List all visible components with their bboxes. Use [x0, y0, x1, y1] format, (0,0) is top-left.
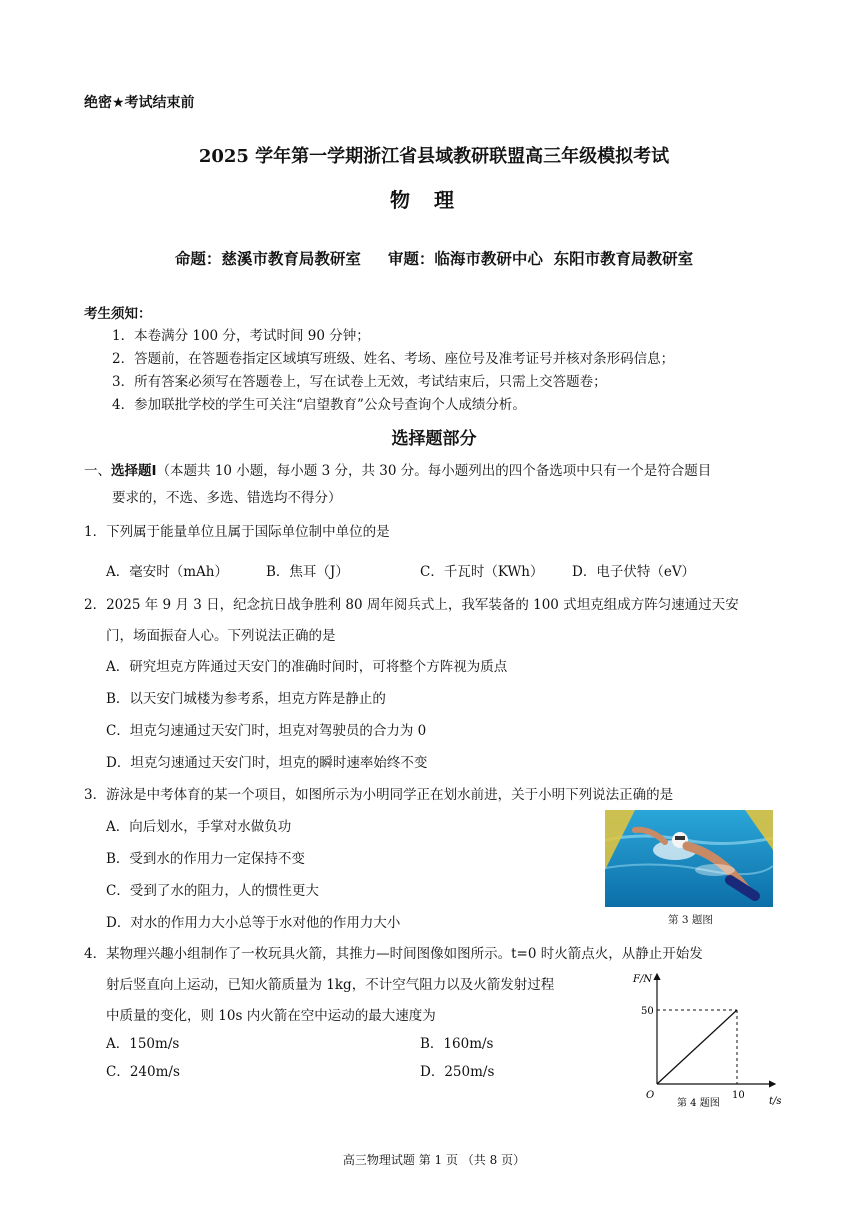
- q4-option-d: D．250m/s: [420, 1064, 495, 1080]
- q2-option-c: C．坦克匀速通过天安门时，坦克对驾驶员的合力为 0: [106, 723, 427, 739]
- q1-option-c: C．千瓦时（KWh）: [420, 564, 544, 580]
- notice-item: 4．参加联批学校的学生可关注“启望教育”公众号查询个人成绩分析。: [112, 397, 526, 413]
- q1-option-b: B．焦耳（J）: [266, 564, 349, 580]
- question-4-stem-cont2: 中质量的变化，则 10s 内火箭在空中运动的最大速度为: [106, 1008, 436, 1024]
- notice-item: 1．本卷满分 100 分，考试时间 90 分钟；: [112, 328, 370, 344]
- question-3-stem: 3．游泳是中考体育的某一个项目，如图所示为小明同学正在划水前进，关于小明下列说法正确的是: [84, 787, 674, 803]
- part-description-cont: 要求的，不选、多选、错选均不得分）: [112, 490, 342, 506]
- q1-option-a: A．毫安时（mAh）: [106, 564, 228, 580]
- q3-option-a: A．向后划水，手掌对水做负功: [106, 819, 292, 835]
- page-footer: 高三物理试题 第 1 页 （共 8 页）: [342, 1153, 526, 1167]
- author-line: 命题：慈溪市教育局教研室 审题：临海市教研中心 东阳市教育局教研室: [174, 250, 694, 268]
- part-prefix: 一、: [84, 463, 111, 479]
- q4-figure-caption: 第 4 题图: [677, 1098, 720, 1109]
- exam-title: 2025 学年第一学期浙江省县域教研联盟高三年级模拟考试: [198, 146, 670, 167]
- confidential-label: 绝密★考试结束前: [84, 95, 195, 111]
- y-tick-label: 50: [641, 1006, 654, 1017]
- question-1-stem: 1．下列属于能量单位且属于国际单位制中单位的是: [84, 524, 390, 540]
- x-axis-label: t/s: [769, 1096, 782, 1107]
- question-4-stem: 4．某物理兴趣小组制作了一枚玩具火箭，其推力—时间图像如图所示。t=0 时火箭点火，从静止开始发: [84, 946, 703, 962]
- force-line: [657, 1010, 737, 1084]
- q2-option-d: D．坦克匀速通过天安门时，坦克的瞬时速率始终不变: [106, 755, 428, 771]
- q3-option-d: D．对水的作用力大小总等于水对他的作用力大小: [106, 915, 401, 931]
- x-tick-label: 10: [732, 1090, 745, 1101]
- question-2-stem-cont: 门，场面振奋人心。下列说法正确的是: [106, 628, 336, 644]
- q4-option-b: B．160m/s: [420, 1036, 494, 1052]
- q4-option-a: A．150m/s: [106, 1036, 180, 1052]
- q4-option-c: C．240m/s: [106, 1064, 180, 1080]
- y-axis-label: F/N: [633, 974, 653, 985]
- origin-label: O: [646, 1090, 655, 1101]
- swimmer-photo: [605, 810, 773, 907]
- q2-option-a: A．研究坦克方阵通过天安门的准确时间时，可将整个方阵视为质点: [106, 659, 508, 675]
- part-description: （本题共 10 小题，每小题 3 分，共 30 分。每小题列出的四个备选项中只有一个是符合题目: [156, 463, 712, 479]
- notice-item: 3．所有答案必须写在答题卷上，写在试卷上无效，考试结束后，只需上交答题卷；: [112, 374, 607, 390]
- q3-figure-caption: 第 3 题图: [668, 914, 713, 926]
- force-time-graph: [627, 968, 787, 1110]
- q2-option-b: B．以天安门城楼为参考系，坦克方阵是静止的: [106, 691, 386, 707]
- question-2-stem: 2．2025 年 9 月 3 日，纪念抗日战争胜利 80 周年阅兵式上，我军装备的 100 式坦克组成方阵匀速通过天安: [84, 597, 739, 613]
- q1-option-d: D．电子伏特（eV）: [572, 564, 696, 580]
- question-4-stem-cont: 射后竖直向上运动，已知火箭质量为 1kg，不计空气阻力以及火箭发射过程: [106, 977, 555, 993]
- notice-item: 2．答题前，在答题卷指定区域填写班级、姓名、考场、座位号及准考证号并核对条形码信息；: [112, 351, 675, 367]
- part-name: 选择题Ⅰ: [111, 463, 157, 479]
- subject-title: 物理: [390, 188, 478, 212]
- q3-option-b: B．受到水的作用力一定保持不变: [106, 851, 305, 867]
- part-heading: [84, 459, 711, 479]
- section-title: 选择题部分: [391, 429, 477, 449]
- notice-heading: 考生须知：: [84, 306, 152, 322]
- q3-option-c: C．受到了水的阻力，人的惯性更大: [106, 883, 319, 899]
